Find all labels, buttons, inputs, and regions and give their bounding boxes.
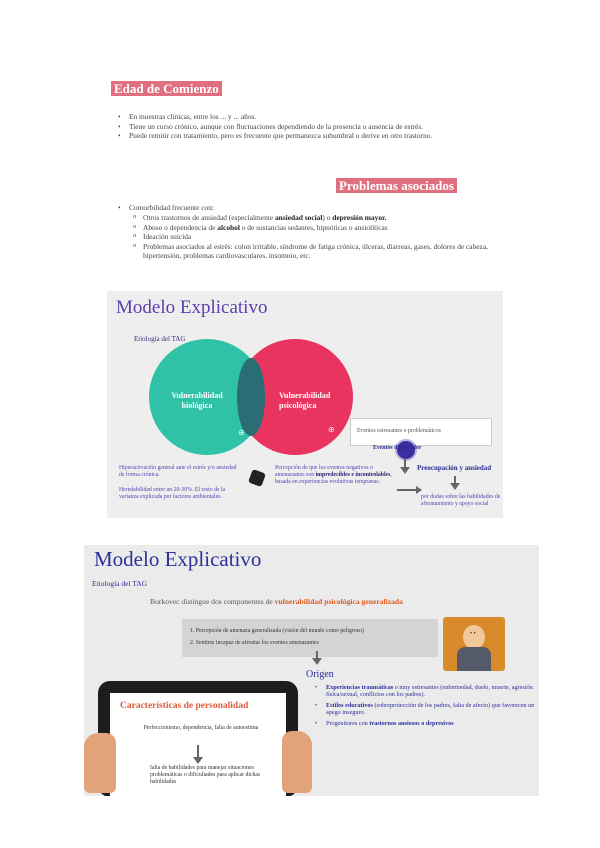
- arrow-down-icon: [400, 467, 410, 474]
- comorbilidad-list: [133, 213, 488, 261]
- slide-subtitle: Etiología del TAG: [92, 579, 148, 588]
- arrow-down-icon: [193, 757, 203, 764]
- arrow-down-icon: [312, 658, 322, 665]
- note-heritability: Heredabilidad entre un 20-30%. El resto de la varianza explicada por factores ambientales.: [119, 487, 226, 500]
- list-item: • En muestras clínicas, entre los ... y ... años.: [118, 112, 493, 122]
- slide-modelo-explicativo-2: [84, 545, 539, 796]
- arrow-down-icon: [450, 483, 460, 490]
- list-item: o Abuso o dependencia de alcohol o de sustancias sedantes, hipnóticas o ansiolíticas: [133, 223, 488, 233]
- list-item: • Experiencias traumáticas o muy estresantes (enfermedad, duelo, muerte, agresión física/sexual, conflictos con los padres).: [315, 684, 537, 699]
- tablet-note: falta de habilidades para manejar situaciones problemáticas o dificultades para aplicar dichas habilidades: [150, 765, 261, 785]
- component-item: 1. Percepción de amenaza generalizada (visión del mundo como peligroso): [190, 628, 364, 634]
- tablet-title: Características de personalidad: [120, 701, 249, 711]
- list-item: • Estilos educativos (sobreprotección de los padres, falta de afecto) que favorecen un apego inseguro.: [315, 702, 537, 717]
- arrow-stem: [397, 489, 417, 491]
- worry-label: Preocupación y ansiedad: [417, 464, 492, 472]
- note-hyperactivation: Hiperactivación general ante el estrés y/o ansiedad de forma crónica.: [119, 465, 237, 478]
- plus-icon: ⊕: [238, 428, 245, 437]
- component-item: 2. Sentirse incapaz de afrontar los eventos amenazantes: [190, 640, 319, 646]
- slide-title: Modelo Explicativo: [116, 297, 268, 318]
- list-item: • Progenitores con trastornos ansiosos o depresivos: [315, 720, 537, 727]
- components-box: [182, 619, 438, 657]
- problemas-list: [118, 203, 498, 213]
- slide-subtitle: Etiología del TAG: [134, 335, 186, 343]
- section-edad-comienzo: [111, 81, 222, 97]
- events-box: Eventos estresantes o problemáticos: [350, 418, 492, 446]
- arrow-right-icon: [416, 486, 422, 494]
- list-item: • Comorbilidad frecuente con:: [118, 203, 498, 213]
- worry-note: por dudas sobre las habilidades de afrontamiento y apoyo social: [421, 494, 501, 507]
- list-item: • Puede remitir con tratamiento, pero es frecuente que permanezca subumbral o derive en otro trastorno.: [118, 131, 493, 141]
- plus-icon: ⊕: [328, 425, 335, 434]
- right-hand-illustration: [282, 731, 312, 793]
- slide-modelo-explicativo-1: [107, 291, 503, 518]
- origin-label: Origen: [306, 669, 334, 680]
- slide-title: Modelo Explicativo: [94, 547, 262, 571]
- tablet-frame: [98, 681, 298, 796]
- section-heading: Problemas asociados: [336, 178, 457, 194]
- tablet-screen: [110, 693, 286, 796]
- tablet-traits: Perfeccionismo, dependencia, falta de autoestima: [143, 725, 259, 731]
- puzzle-icon: [248, 469, 266, 487]
- list-item: o Otros trastornos de ansiedad (especialmente ansiedad social) o depresión mayor.: [133, 213, 488, 223]
- circle-label-psychological: Vulnerabilidad psicológica: [279, 391, 331, 410]
- list-item: o Problemas asociados al estrés: colon irritable, síndrome de fatiga crónica, úlceras, diarreas, gases, dolores de cabeza, hipertensión, problemas cardiovasculares, insomnio, etc.: [133, 242, 488, 261]
- list-item: • Tiene un curso crónico, aunque con fluctuaciones dependiendo de la presencia o ausencia de estrés.: [118, 122, 493, 132]
- list-item: o Ideación suicida: [133, 232, 488, 242]
- trigger-label: Eventos disparador: [373, 445, 422, 451]
- section-problemas-asociados: [336, 178, 457, 194]
- left-hand-illustration: [84, 733, 116, 793]
- intro-text: Borkovec distingue dos componentes de vulnerabilidad psicológica generalizada: [150, 597, 403, 606]
- venn-intersection: [237, 358, 265, 436]
- origin-list: [315, 684, 537, 727]
- note-perception: Percepción de que los eventos negativos o amenazantes son impredecibles e incontrolables, basada en experiencias evolutivas tempranas.: [275, 465, 392, 485]
- circle-label-biological: Vulnerabilidad biológica: [171, 391, 223, 410]
- worried-person-illustration: • •: [443, 617, 505, 671]
- edad-comienzo-list: [118, 112, 493, 141]
- section-heading: Edad de Comienzo: [111, 81, 222, 97]
